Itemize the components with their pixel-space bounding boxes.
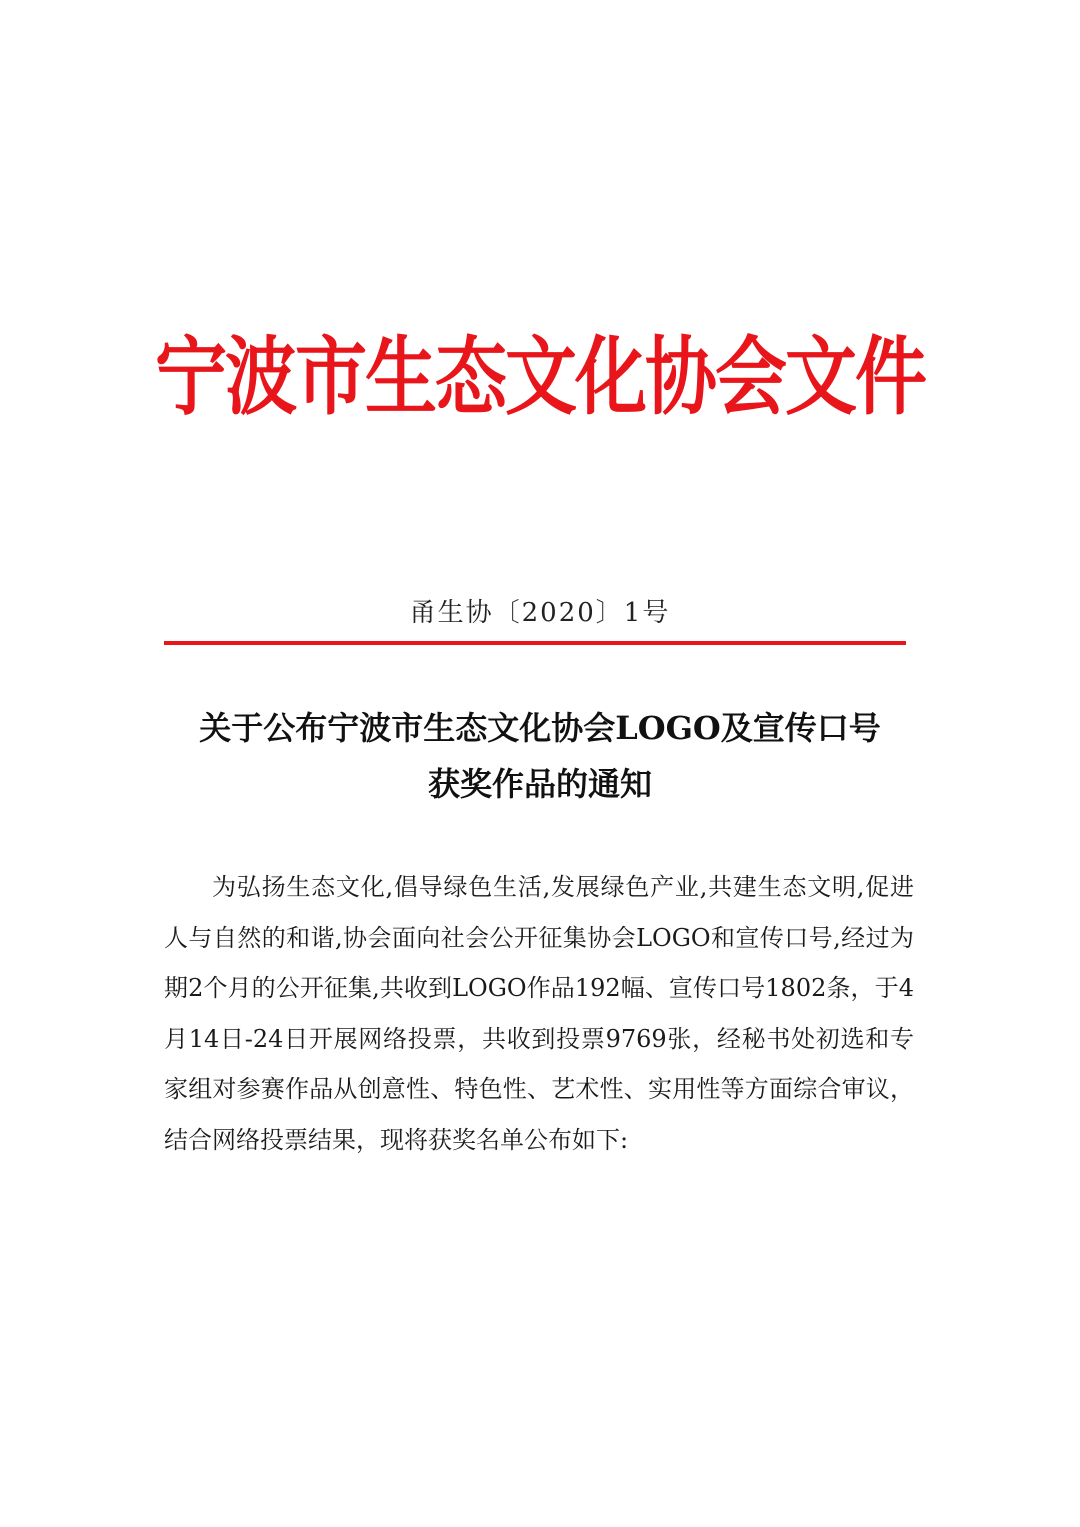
document-number: 甬生协〔2020〕1号	[409, 598, 671, 628]
notice-title-line-2: 获奖作品的通知	[427, 765, 652, 803]
red-divider-rule	[164, 641, 906, 645]
body-paragraph: 为弘扬生态文化,倡导绿色生活,发展绿色产业,共建生态文明,促进人与自然的和谐,协会面向社会公开征集协会LOGO和宣传口号,经过为期2个月的公开征集,共收到LOGO作品192幅、宣传口号1802条，于4月14日-24日开展网络投票，共收到投票9769张，经秘书处初选和专家组对参赛作品从创意性、特色性、艺术性、实用性等方面综合审议，结合网络投票结果，现将获奖名单公布如下:	[164, 873, 914, 1154]
masthead-title: 宁波市生态文化协会文件	[154, 326, 925, 427]
notice-title	[0, 700, 1080, 812]
notice-title-line-1: 关于公布宁波市生态文化协会LOGO及宣传口号	[199, 709, 881, 747]
